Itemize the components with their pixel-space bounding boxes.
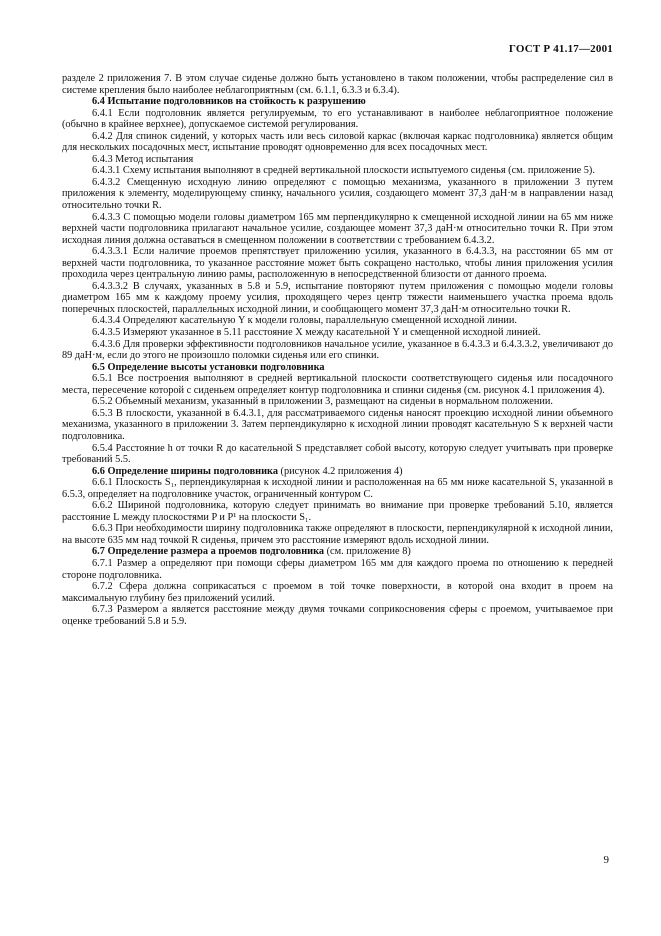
section-heading [62,546,613,558]
paragraph: 6.6.2 Шириной подголовника, которую следует принимать во внимание при проверке требований 5.10, является расстояние L между плоскостями P и P¹ на плоскости S₁. [62,500,613,523]
section-heading-title: 6.6 Определение ширины подголовника [92,465,278,477]
section-heading-reference: (рисунок 4.2 приложения 4) [277,465,403,477]
paragraph: 6.4.3 Метод испытания [92,153,194,165]
paragraph: 6.4.3.5 Измеряют указанное в 5.11 расстояние X между касательной Y и смещенной исходной линией. [92,327,541,339]
section-heading [62,466,613,478]
paragraph: 6.4.3.3.2 В случаях, указанных в 5.8 и 5.9, испытание повторяют путем приложения с помощью модели головы диаметром 165 мм к каждому проему усилия, проходящего через центр тяжести наименьшего участка проема вдоль поперечных плоскостей, параллельных исходной линии, и сообщающего момент 37,3 даН·м относительно точки R. [62,280,613,315]
paragraph: разделе 2 приложения 7. В этом случае сиденье должно быть установлено в таком положении, чтобы распределение сил в системе крепления было наиболее неблагоприятным (см. 6.1.1, 6.3.3 и 6.3.4). [62,73,613,96]
section-heading: 6.5 Определение высоты установки подголовника [92,361,325,373]
paragraph: 6.4.3.1 Схему испытания выполняют в средней вертикальной плоскости испытуемого сиденья (см. приложение 5). [92,165,595,177]
paragraph: 6.6.3 При необходимости ширину подголовника также определяют в плоскости, перпендикулярной к исходной линии, на высоте 635 мм над точкой R сиденья, причем это расстояние измеряют вдоль исходной линии. [62,523,613,546]
paragraph: 6.7.1 Размер a определяют при помощи сферы диаметром 165 мм для каждого проема по отношению к передней стороне подголовника. [62,557,613,581]
paragraph: 6.5.3 В плоскости, указанной в 6.4.3.1, для рассматриваемого сиденья наносят проекцию исходной линии объемного механизма, указанного в приложении 3. Затем перпендикулярно к исходной линии проводят касательную S к верхней части подголовника. [62,407,613,442]
document-header: ГОСТ Р 41.17—2001 [508,43,613,55]
paragraph: 6.4.3.6 Для проверки эффективности подголовников начальное усилие, указанное в 6.4.3.3 и 6.4.3.3.2, увеличивают до 89 даН·м, если до этого не произошло поломки сиденья или его спинки. [62,338,613,362]
paragraph: 6.7.3 Размером a является расстояние между двумя точками соприкосновения сферы с проемом, учитываемое при оценке требований 5.8 и 5.9. [62,604,613,627]
page-number: 9 [603,854,609,866]
section-heading-title: 6.7 Определение размера a проемов подголовника [92,546,325,558]
paragraph: 6.5.4 Расстояние h от точки R до касательной S представляет собой высоту, которую следует учитывать при проверке требований 5.5. [62,442,613,466]
paragraph: 6.4.3.3 С помощью модели головы диаметром 165 мм перпендикулярно к смещенной исходной линии на 65 мм ниже верхней части подголовника прилагают начальное усилие, создающее момент 37,3 даН·м относительно точки R. При этом исходная линия должна оставаться в смещенном положении в соответствии с требованием 6.4.3.2. [62,211,613,246]
document-body [62,73,613,627]
paragraph: 6.4.3.3.1 Если наличие проемов препятствует приложению усилия, указанного в 6.4.3.3, на расстоянии 65 мм от верхней части подголовника, то указанное расстояние может быть сокращено настолько, чтобы линия приложения усилия проходила через центральную линию рамы, расположенную в непосредственной близости от данного проема. [62,246,613,281]
section-heading-reference: (см. приложение 8) [324,546,411,558]
paragraph: 6.7.2 Сфера должна соприкасаться с проемом в той точке поверхности, в которой она входит в проем на максимальную глубину без приложений усилий. [62,581,613,604]
paragraph: 6.4.3.4 Определяют касательную Y к модели головы, параллельную смещенной исходной линии. [92,315,517,327]
section-heading: 6.4 Испытание подголовников на стойкость к разрушению [92,96,366,108]
paragraph: 6.4.1 Если подголовник является регулируемым, то его устанавливают в наиболее неблагоприятное положение (обычно в крайнее верхнее), допускаемое системой регулирования. [62,107,613,131]
paragraph: 6.6.1 Плоскость S₁, перпендикулярная к исходной линии и расположенная на 65 мм ниже касательной S, указанной в 6.5.3, определяет на подголовнике участок, ограниченный контуром C. [62,477,613,500]
paragraph: 6.4.3.2 Смещенную исходную линию определяют с помощью механизма, указанного в приложении 3 путем приложения к элементу, моделирующему спинку, начального усилия, создающего момент 37,3 даН·м в направлении назад относительно точки R. [62,176,613,212]
paragraph: 6.5.1 Все построения выполняют в средней вертикальной плоскости соответствующего сиденья или посадочного места, пересечение которой с сиденьем определяет контур подголовника и спинки сиденья (см. рисунок 4.1 приложения 4). [62,373,613,396]
paragraph: 6.5.2 Объемный механизм, указанный в приложении 3, размещают на сиденьи в нормальном положении. [92,396,553,408]
paragraph: 6.4.2 Для спинок сидений, у которых часть или весь силовой каркас (включая каркас подголовника) является общим для нескольких посадочных мест, испытание проводят одновременно для всех посадочных мест. [62,130,613,154]
